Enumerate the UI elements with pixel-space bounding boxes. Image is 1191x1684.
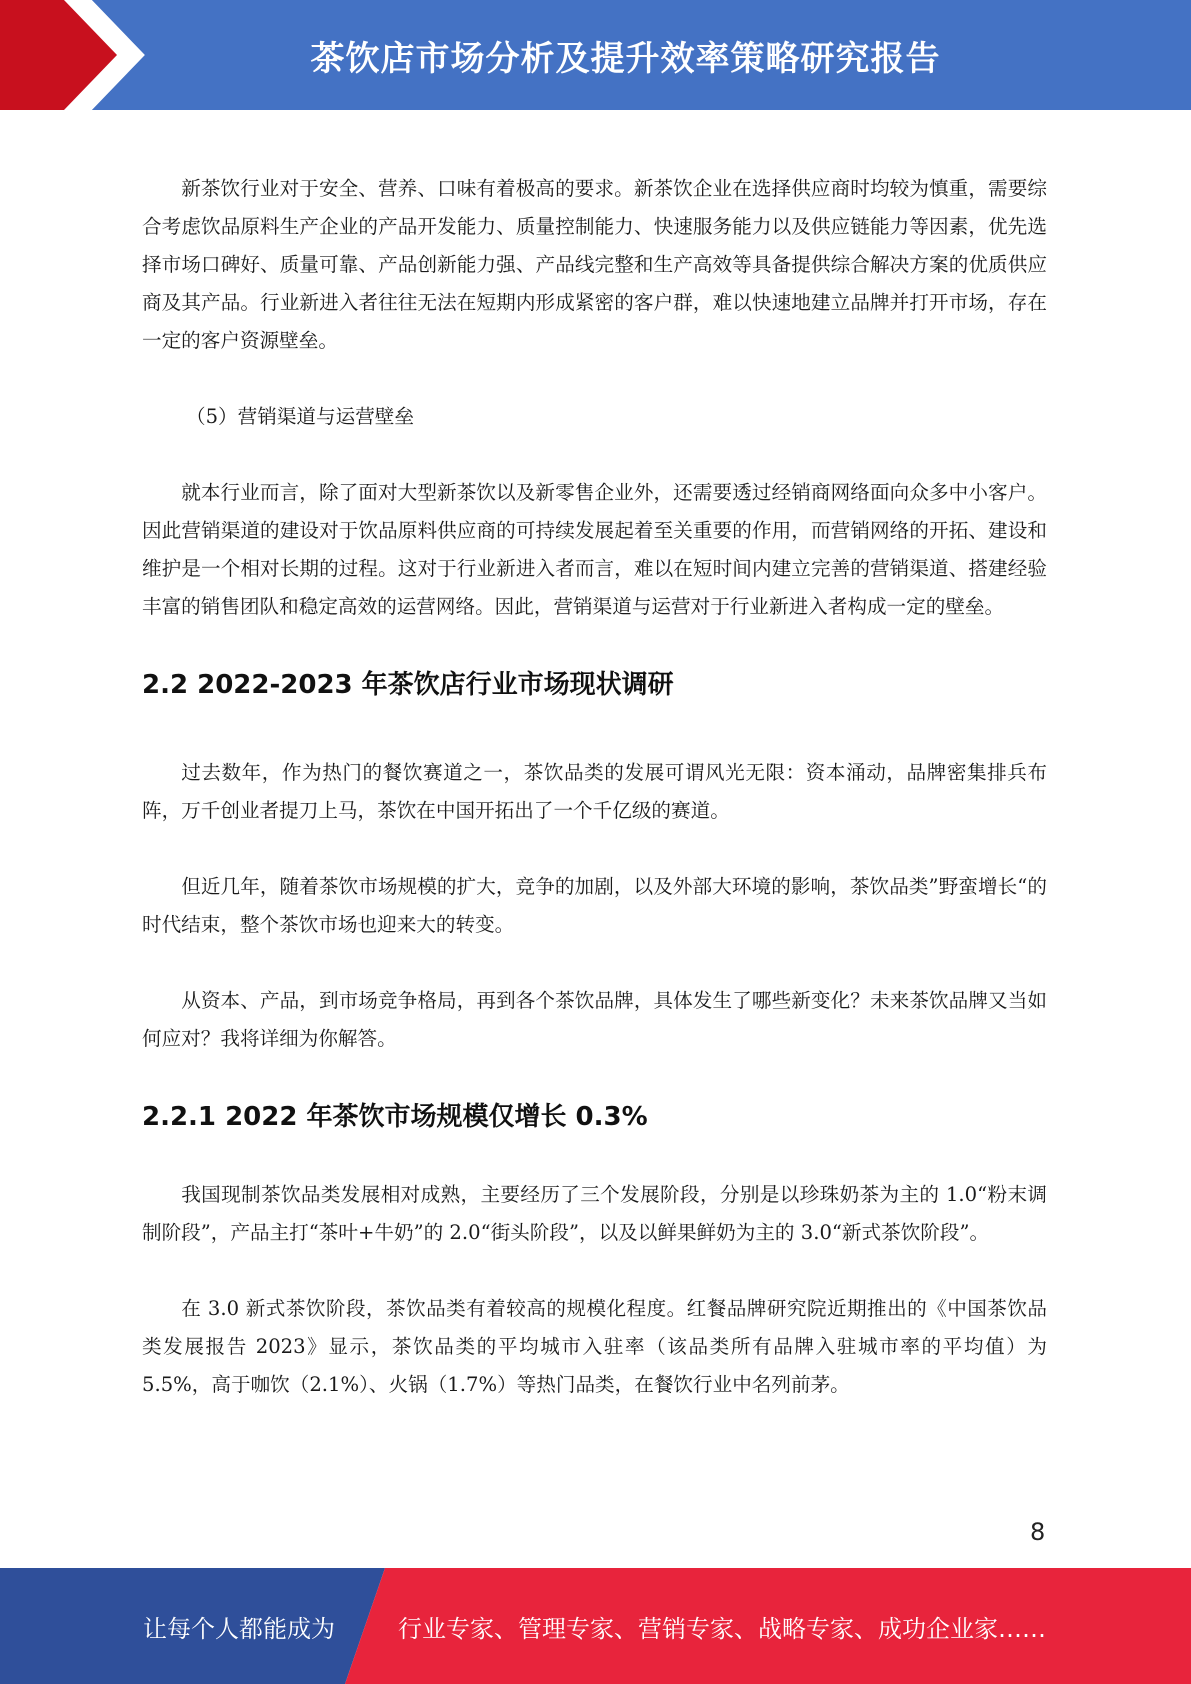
paragraph-past-years: 过去数年，作为热门的餐饮赛道之一，茶饮品类的发展可谓风光无限：资本涌动，品牌密集排兵布阵，万千创业者提刀上马，茶饮在中国开拓出了一个千亿级的赛道。 bbox=[142, 761, 1047, 822]
paragraph-supplier-barrier: 新茶饮行业对于安全、营养、口味有着极高的要求。新茶饮企业在选择供应商时均较为慎重，需要综合考虑饮品原料生产企业的产品开发能力、质量控制能力、快速服务能力以及供应链能力等因素，优先选择市场口碑好、质量可靠、产品创新能力强、产品线完整和生产高效等具备提供综合解决方案的优质供应商及其产品。行业新进入者往往无法在短期内形成紧密的客户群，难以快速地建立品牌并打开市场，存在一定的客户资源壁垒。 bbox=[142, 177, 1047, 352]
footer-slogan-left: 让每个人都能成为 bbox=[143, 1614, 335, 1643]
subheading-marketing-channel: （5）营销渠道与运营壁垒 bbox=[186, 405, 414, 428]
section-heading-2-2: 2.2 2022-2023 年茶饮店行业市场现状调研 bbox=[142, 670, 674, 700]
paragraph-recent-years: 但近几年，随着茶饮市场规模的扩大，竞争的加剧，以及外部大环境的影响，茶饮品类”野蛮增长“的时代结束，整个茶饮市场也迎来大的转变。 bbox=[142, 875, 1047, 936]
page-number: 8 bbox=[1030, 1518, 1046, 1546]
paragraph-marketing-channel: 就本行业而言，除了面对大型新茶饮以及新零售企业外，还需要透过经销商网络面向众多中小客户。因此营销渠道的建设对于饮品原料供应商的可持续发展起着至关重要的作用，而营销网络的开拓、建设和维护是一个相对长期的过程。这对于行业新进入者而言，难以在短时间内建立完善的营销渠道、搭建经验丰富的销售团队和稳定高效的运营网络。因此，营销渠道与运营对于行业新进入者构成一定的壁垒。 bbox=[142, 481, 1047, 618]
header-banner bbox=[0, 0, 1191, 110]
header-arrow-decoration bbox=[0, 0, 160, 110]
report-title: 茶饮店市场分析及提升效率策略研究报告 bbox=[310, 38, 941, 79]
section-heading-2-2-1: 2.2.1 2022 年茶饮市场规模仅增长 0.3% bbox=[142, 1102, 648, 1132]
footer-slogan-right: 行业专家、管理专家、营销专家、战略专家、成功企业家…… bbox=[398, 1614, 1046, 1643]
page-content bbox=[142, 170, 1047, 1404]
paragraph-questions: 从资本、产品，到市场竞争格局，再到各个茶饮品牌，具体发生了哪些新变化？未来茶饮品牌又当如何应对？我将详细为你解答。 bbox=[142, 989, 1047, 1050]
paragraph-development-stages: 我国现制茶饮品类发展相对成熟，主要经历了三个发展阶段，分别是以珍珠奶茶为主的 1.0“粉末调制阶段”，产品主打“茶叶+牛奶”的 2.0“街头阶段”，以及以鲜果鲜奶为主的 3.0“新式茶饮阶段”。 bbox=[142, 1183, 1047, 1244]
footer-banner bbox=[0, 1568, 1191, 1684]
paragraph-new-tea-stage: 在 3.0 新式茶饮阶段，茶饮品类有着较高的规模化程度。红餐品牌研究院近期推出的《中国茶饮品类发展报告 2023》显示，茶饮品类的平均城市入驻率（该品类所有品牌入驻城市率的平均值）为 5.5%，高于咖饮（2.1%）、火锅（1.7%）等热门品类，在餐饮行业中名列前茅。 bbox=[142, 1297, 1047, 1396]
